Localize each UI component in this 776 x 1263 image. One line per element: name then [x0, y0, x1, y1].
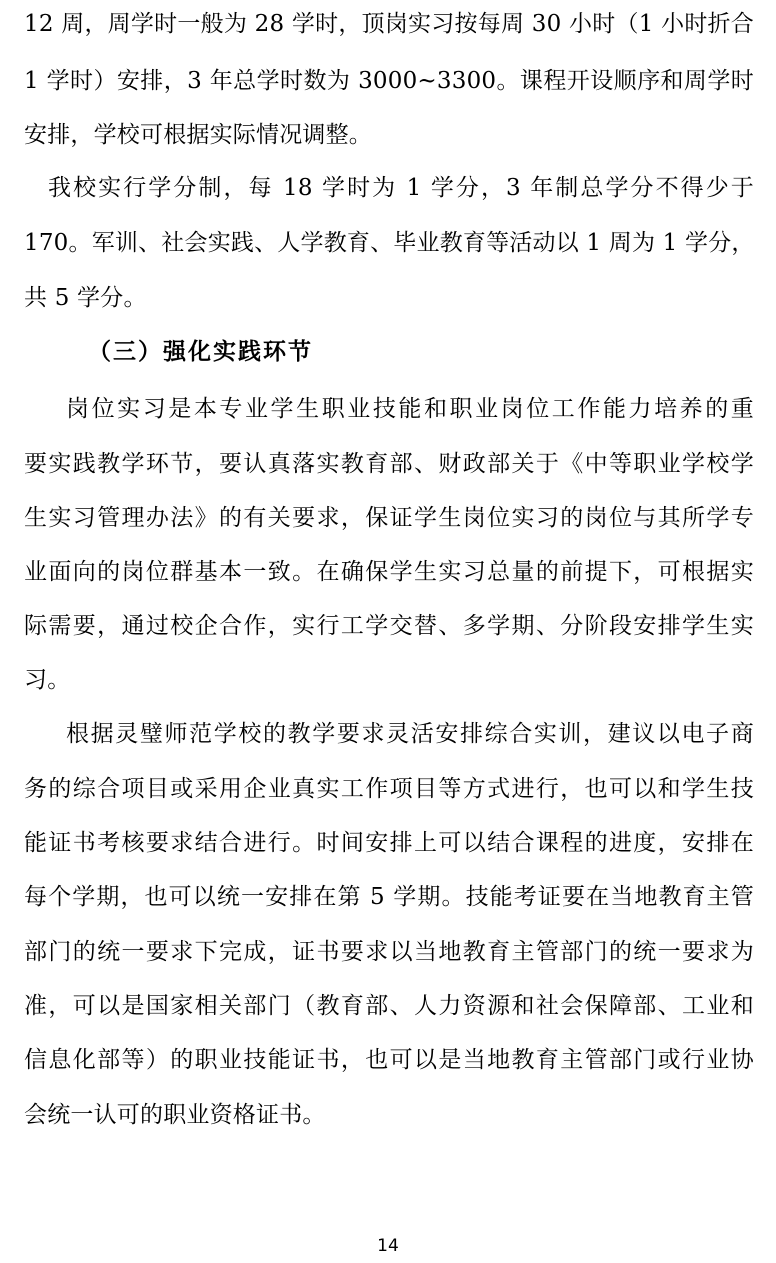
paragraph-1-line-1: 12 周，周学时一般为 28 学时，顶岗实习按每周 30 小时（1 小时折合 [24, 11, 754, 37]
paragraph-3-line-6: 习。 [24, 667, 71, 693]
paragraph-3-line-2: 要实践教学环节，要认真落实教育部、财政部关于《中等职业学校学 [24, 451, 754, 477]
paragraph-4-line-6: 准，可以是国家相关部门（教育部、人力资源和社会保障部、工业和 [24, 993, 754, 1019]
paragraph-3-line-1: 岗位实习是本专业学生职业技能和职业岗位工作能力培养的重 [66, 396, 754, 422]
paragraph-1-line-3: 安排，学校可根据实际情况调整。 [24, 122, 372, 148]
paragraph-4-line-1: 根据灵璧师范学校的教学要求灵活安排综合实训，建议以电子商 [66, 721, 754, 747]
paragraph-4-line-5: 部门的统一要求下完成，证书要求以当地教育主管部门的统一要求为 [24, 939, 754, 965]
paragraph-4-line-3: 能证书考核要求结合进行。时间安排上可以结合课程的进度，安排在 [24, 830, 754, 856]
paragraph-3-line-3: 生实习管理办法》的有关要求，保证学生岗位实习的岗位与其所学专 [24, 505, 754, 531]
paragraph-1-line-2: 1 学时）安排，3 年总学时数为 3000~3300。课程开设顺序和周学时 [24, 68, 754, 94]
section-heading: （三）强化实践环节 [88, 338, 313, 365]
paragraph-2-line-1: 我校实行学分制，每 18 学时为 1 学分，3 年制总学分不得少于 [48, 175, 754, 201]
paragraph-4-line-8: 会统一认可的职业资格证书。 [24, 1102, 326, 1128]
paragraph-2-line-3: 共 5 学分。 [24, 285, 147, 311]
paragraph-3-line-5: 际需要，通过校企合作，实行工学交替、多学期、分阶段安排学生实 [24, 613, 754, 639]
paragraph-3-line-4: 业面向的岗位群基本一致。在确保学生实习总量的前提下，可根据实 [24, 559, 754, 585]
paragraph-2-line-2: 170。军训、社会实践、人学教育、毕业教育等活动以 1 周为 1 学分， [24, 230, 755, 256]
page-number: 14 [377, 1236, 399, 1256]
paragraph-4-line-7: 信息化部等）的职业技能证书，也可以是当地教育主管部门或行业协 [24, 1047, 754, 1073]
paragraph-4-line-2: 务的综合项目或采用企业真实工作项目等方式进行，也可以和学生技 [24, 776, 754, 802]
paragraph-4-line-4: 每个学期，也可以统一安排在第 5 学期。技能考证要在当地教育主管 [24, 884, 754, 910]
